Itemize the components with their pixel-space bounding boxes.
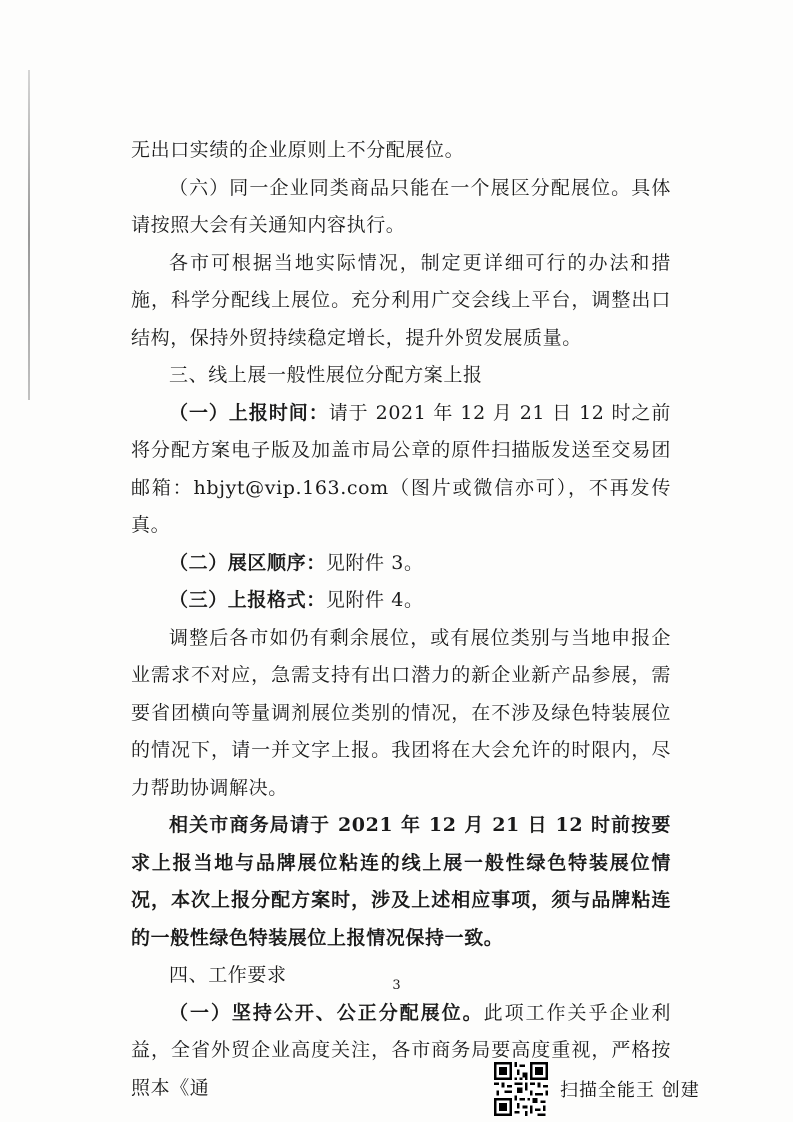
item-report-time-text: 请于 2021 年 12 月 21 日 12 时之前将分配方案电子版及加盖市局公章的原件扫描版发送至交易团邮箱：hbjyt@vip.163.com（图片或微信亦可），不再发传真。 xyxy=(131,401,671,536)
item-zone-order-label: （二）展区顺序： xyxy=(169,551,326,574)
section-heading-3: 三、线上展一般性展位分配方案上报 xyxy=(169,364,483,386)
scanner-watermark xyxy=(494,1060,700,1118)
item-report-format-label: （三）上报格式： xyxy=(169,589,326,611)
section-heading-4: 四、工作要求 xyxy=(169,964,287,986)
paragraph-bold-notice: 相关市商务局请于 2021 年 12 月 21 日 12 时前按要求上报当地与品牌展位粘连的线上展一般性绿色特装展位情况，本次上报分配方案时，涉及上述相应事项，须与品牌粘连的一般性绿色特装展位上报情况保持一致。 xyxy=(131,814,671,949)
paragraph-item-6: （六）同一企业同类商品只能在一个展区分配展位。具体请按照大会有关通知内容执行。 xyxy=(131,176,671,236)
page-number: 3 xyxy=(392,978,401,993)
document-body xyxy=(131,132,671,1107)
item-report-format-text: 见附件 4。 xyxy=(325,589,424,611)
qr-code-icon xyxy=(494,1062,548,1116)
requirement-1-label: （一）坚持公开、公正分配展位。 xyxy=(169,1001,484,1024)
paragraph-line-0: 无出口实绩的企业原则上不分配展位。 xyxy=(131,139,465,161)
watermark-text: 扫描全能王 创建 xyxy=(560,1080,700,1101)
item-zone-order-text: 见附件 3。 xyxy=(325,551,424,574)
paragraph-adjust: 调整后各市如仍有剩余展位，或有展位类别与当地申报企业需求不对应，急需支持有出口潜力的新企业新产品参展，需要省团横向等量调剂展位类别的情况，在不涉及绿色特装展位的情况下，请一并文字上报。我团将在大会允许的时限内，尽力帮助协调解决。 xyxy=(131,626,671,799)
item-report-time-label: （一）上报时间： xyxy=(169,401,329,424)
item-report-time xyxy=(131,395,671,545)
scan-edge-shadow xyxy=(28,70,30,400)
paragraph-cities: 各市可根据当地实际情况，制定更详细可行的办法和措施，科学分配线上展位。充分利用广交会线上平台，调整出口结构，保持外贸持续稳定增长，提升外贸发展质量。 xyxy=(131,251,671,349)
requirement-1-text: 此项工作关乎企业利益，全省外贸企业高度关注，各市商务局要高度重视，严格按照本《通 xyxy=(131,1001,671,1099)
item-zone-order xyxy=(131,545,671,583)
item-report-format xyxy=(131,582,671,620)
